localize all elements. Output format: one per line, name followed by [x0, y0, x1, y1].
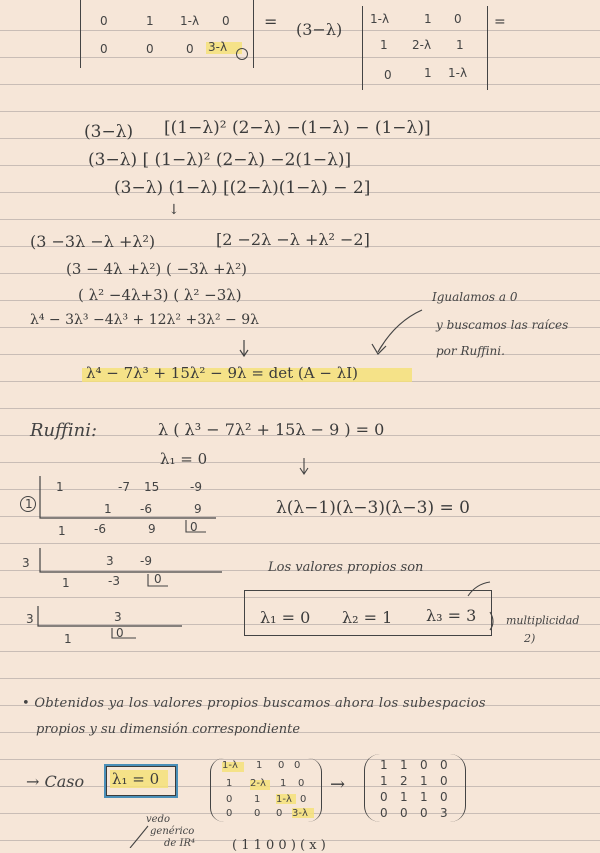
- ruffini-cell: 1: [58, 524, 66, 538]
- exp-line: λ⁴ − 3λ³ −4λ³ + 12λ² +3λ² − 9λ: [30, 312, 259, 328]
- multiplicity-label: multiplicidad: [506, 614, 580, 627]
- ruffini-cell: -9: [190, 480, 202, 494]
- ruffini-root: 1: [25, 497, 33, 511]
- caso-cell: 1: [380, 758, 388, 772]
- note-line: por Ruffini.: [436, 344, 505, 358]
- det-cell: 1-λ: [180, 14, 200, 28]
- ruffini-root: 3: [22, 556, 30, 570]
- caso-cell: 1-λ: [276, 794, 292, 805]
- down-arrow-icon: ↓: [168, 202, 180, 218]
- ruffini-cell: 1: [64, 632, 72, 646]
- caso-cell: 0: [420, 758, 428, 772]
- caso-cell: 0: [380, 806, 388, 820]
- caso-cell: 1: [256, 760, 263, 771]
- caso-cell: 0: [440, 790, 448, 804]
- exp-line: [(1−λ)² (2−λ) −(1−λ) − (1−λ)]: [164, 118, 431, 138]
- det-cell: 0: [100, 14, 108, 28]
- caso-cell: 0: [440, 774, 448, 788]
- caso-cell: 0: [400, 806, 408, 820]
- ruffini-cell: -6: [140, 502, 152, 516]
- caso-cell: 3-λ: [292, 808, 308, 819]
- equals-sign: =: [264, 12, 278, 31]
- caso-cell: 0: [278, 760, 285, 771]
- det3-cell: 0: [384, 68, 392, 82]
- exp-line: ( λ² −4λ+3) ( λ² −3λ): [78, 286, 242, 304]
- caso-cell: 1: [400, 758, 408, 772]
- caso-cell: 0: [254, 808, 261, 819]
- caso-cell: 0: [226, 794, 233, 805]
- caso-cell: 0: [294, 760, 301, 771]
- caso-cell: 1: [420, 774, 428, 788]
- characteristic-polynomial: λ⁴ − 7λ³ + 15λ² − 9λ = det (A − λI): [86, 364, 359, 382]
- det3-cell: 1: [424, 12, 432, 26]
- exp-line: (3−λ) [ (1−λ)² (2−λ) −2(1−λ)]: [88, 150, 352, 170]
- caso-cell: 2: [400, 774, 408, 788]
- eigenvalue-3: λ₃ = 3: [426, 606, 477, 625]
- ruffini-cell: 1: [104, 502, 112, 516]
- ruffini-cell: 3: [114, 610, 122, 624]
- ruffini-cell: -9: [140, 554, 152, 568]
- implies-arrow-icon: →: [330, 774, 346, 795]
- ruffini-label: Ruffini:: [30, 420, 98, 441]
- eigenvalue-2: λ₂ = 1: [342, 608, 393, 627]
- ruffini-cell: 9: [194, 502, 202, 516]
- ruffini-cell: -7: [118, 480, 130, 494]
- ruffini-equation: λ ( λ³ − 7λ² + 15λ − 9 ) = 0: [158, 420, 385, 439]
- det3-cell: 1-λ: [370, 12, 390, 26]
- caso-cell: 0: [298, 778, 305, 789]
- caso-cell: 3: [440, 806, 448, 820]
- det3-cell: 1-λ: [448, 66, 468, 80]
- caso-cell: 0: [300, 794, 307, 805]
- factor: (3−λ): [296, 20, 343, 39]
- caso-cell: 1: [280, 778, 287, 789]
- caso-cell: 1-λ: [222, 760, 238, 771]
- vector-note: vedo: [146, 814, 170, 825]
- note-line: y buscamos las raíces: [436, 318, 569, 332]
- det3-cell: 1: [424, 66, 432, 80]
- det-cell: 0: [100, 42, 108, 56]
- caso-cell: 1: [400, 790, 408, 804]
- det3-cell: 2-λ: [412, 38, 432, 52]
- caso-label: → Caso: [26, 772, 85, 791]
- det3-cell: 0: [454, 12, 462, 26]
- ruffini-cell: 0: [116, 626, 124, 640]
- ruffini-cell: 15: [144, 480, 160, 494]
- ruffini-cell: 1: [62, 576, 70, 590]
- caso-cell: 2-λ: [250, 778, 266, 789]
- multiplicity-value: 2): [524, 632, 536, 645]
- eigen-text: Los valores propios son: [268, 560, 424, 575]
- caso-cell: 0: [276, 808, 283, 819]
- det3-cell: 1: [456, 38, 464, 52]
- exp-line: (3 −3λ −λ +λ²): [30, 232, 156, 251]
- root-zero: λ₁ = 0: [160, 450, 208, 468]
- eigenvalue-1: λ₁ = 0: [260, 608, 311, 627]
- ruffini-cell: 1: [56, 480, 64, 494]
- obt-line-2: propios y su dimensión correspondiente: [36, 722, 301, 737]
- equals-sign: =: [494, 14, 506, 30]
- caso-cell: 0: [380, 790, 388, 804]
- ruffini-root: 3: [26, 612, 34, 626]
- exp-line: (3−λ): [84, 122, 134, 142]
- det-cell: 0: [186, 42, 194, 56]
- caso-cell: 0: [226, 808, 233, 819]
- caso-cell: 1: [254, 794, 261, 805]
- det-cell: 0: [222, 14, 230, 28]
- ruffini-cell: 3: [106, 554, 114, 568]
- caso-cell: 1: [380, 774, 388, 788]
- caso-cell: 0: [420, 806, 428, 820]
- ruffini-cell: 9: [148, 522, 156, 536]
- exp-line: (3−λ) (1−λ) [(2−λ)(1−λ) − 2]: [114, 178, 371, 198]
- caso-cell: 1: [226, 778, 233, 789]
- vector-note: genérico: [150, 826, 195, 837]
- note-line: Igualamos a 0: [432, 290, 518, 304]
- caso-cell: 1: [420, 790, 428, 804]
- caso-cell: 0: [440, 758, 448, 772]
- det-cell: 1: [146, 14, 154, 28]
- det3-cell: 1: [380, 38, 388, 52]
- ruffini-cell: -3: [108, 574, 120, 588]
- bottom-equation: ( 1 1 0 0 ) ( x ): [232, 838, 326, 853]
- det-cell: 3-λ: [208, 40, 228, 54]
- obt-line-1: • Obtenidos ya los valores propios buscamos ahora los subespacios: [22, 696, 486, 711]
- caso-eigenvalue: λ₁ = 0: [112, 770, 160, 788]
- exp-line: (3 − 4λ +λ²) ( −3λ +λ²): [66, 260, 247, 278]
- det-cell: 0: [146, 42, 154, 56]
- vector-note: de IR⁴: [164, 838, 195, 849]
- ruffini-cell: 0: [154, 572, 162, 586]
- ruffini-cell: -6: [94, 522, 106, 536]
- factored-polynomial: λ(λ−1)(λ−3)(λ−3) = 0: [276, 498, 470, 518]
- ruffini-cell: 0: [190, 520, 198, 534]
- exp-line: [2 −2λ −λ +λ² −2]: [216, 230, 370, 249]
